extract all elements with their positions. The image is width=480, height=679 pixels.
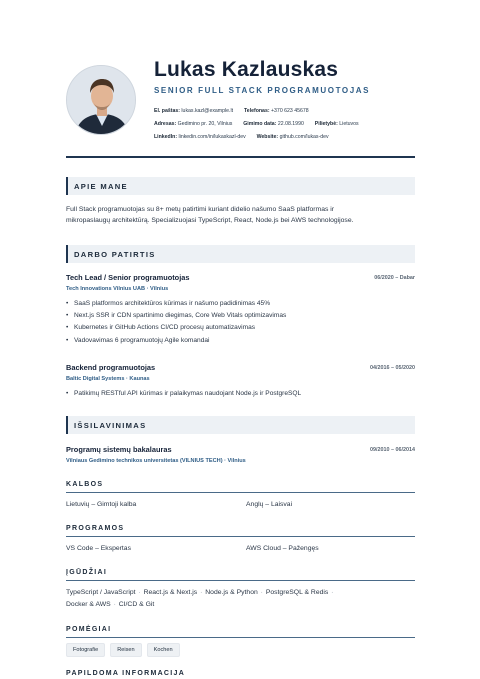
section-education-header [66, 416, 415, 434]
job-employer: Tech Innovations Vilnius UAB · Vilnius [66, 286, 169, 292]
candidate-role: SENIOR FULL STACK PROGRAMUOTOJAS [154, 86, 371, 95]
address-label: Adresas: [154, 121, 177, 127]
profile-photo [66, 65, 136, 135]
job-date: 04/2016 – 05/2020 [370, 365, 415, 371]
website-link[interactable]: github.com/lukas-dev [279, 134, 329, 140]
job-title: Tech Lead / Senior programuotojas [66, 273, 190, 282]
section-title: IŠSILAVINIMAS [74, 421, 147, 430]
list-item: VS Code – Ekspertas [66, 545, 131, 552]
skill-item: CI/CD & Git [118, 601, 155, 608]
section-hobbies-title: POMĖGIAI [66, 626, 112, 633]
linkedin-label: LinkedIn: [154, 134, 178, 140]
section-extra-title: PAPILDOMA INFORMACIJA [66, 670, 186, 677]
skills-list: TypeScript / JavaScript · React.js & Next.js · Node.js & Python · PostgreSQL & Redis · Docker & AWS · CI/CD & Git [66, 589, 334, 608]
email-value: lukas.kazl@example.lt [181, 108, 234, 114]
hobbies-tags [66, 643, 180, 657]
section-divider [66, 637, 415, 638]
contact-line-1 [154, 108, 309, 114]
contact-line-3 [154, 134, 329, 140]
hobby-tag: Reisen [110, 643, 141, 657]
website-label: Website: [256, 134, 279, 140]
skill-item: PostgreSQL & Redis [265, 589, 329, 596]
list-item: • Vadovavimas 6 programuotojų Agile komandai [66, 335, 415, 347]
section-divider [66, 580, 415, 581]
list-item: AWS Cloud – Pažengęs [246, 545, 319, 552]
list-item: Anglų – Laisvai [246, 501, 293, 508]
job-date: 06/2020 – Dabar [374, 275, 415, 281]
job-employer: Baltic Digital Systems · Kaunas [66, 376, 150, 382]
section-divider [66, 492, 415, 493]
hobby-tag: Kochen [147, 643, 180, 657]
job-bullets [66, 388, 415, 400]
section-skills-title: ĮGŪDŽIAI [66, 569, 108, 576]
address-value: Gedimino pr. 20, Vilnius [177, 121, 233, 127]
job-title: Backend programuotojas [66, 363, 156, 372]
candidate-name: Lukas Kazlauskas [154, 58, 339, 81]
list-item: • Next.js SSR ir CDN spartinimo diegimas, Core Web Vitals optimizavimas [66, 310, 415, 322]
education-date: 09/2010 – 06/2014 [370, 447, 415, 453]
contact-line-2 [154, 121, 359, 127]
degree-title: Programų sistemų bakalauras [66, 445, 172, 454]
skill-item: React.js & Next.js [143, 589, 198, 596]
list-item: • Patikimų RESTful API kūrimas ir palaikymas naudojant Node.js ir PostgreSQL [66, 388, 415, 400]
list-item: • SaaS platformos architektūros kūrimas ir našumo padidinimas 45% [66, 298, 415, 310]
section-languages-title: KALBOS [66, 481, 104, 488]
phone-label: Telefonas: [244, 108, 270, 114]
list-item: • Kubernetes ir GitHub Actions CI/CD procesų automatizavimas [66, 322, 415, 334]
about-text: Full Stack programuotojas su 8+ metų patirtimi kuriant didelio našumo SaaS platformas ir mikropaslaugų architektūrą. Specializuojasi TypeScript, React, Node.js bei AWS technologijose. [66, 206, 354, 224]
birth-value: 22.08.1990 [277, 121, 304, 127]
hobby-tag: Fotografie [66, 643, 105, 657]
citizenship-label: Pilietybė: [314, 121, 338, 127]
section-title: APIE MANE [74, 182, 128, 191]
section-experience-header [66, 245, 415, 263]
skill-item: Node.js & Python [205, 589, 258, 596]
linkedin-link[interactable]: linkedin.com/in/lukaskazl-dev [178, 134, 246, 140]
section-divider [66, 536, 415, 537]
list-item: Lietuvių – Gimtoji kalba [66, 501, 137, 508]
section-about-header [66, 177, 415, 195]
job-bullets [66, 298, 415, 347]
section-programs-title: PROGRAMOS [66, 525, 125, 532]
email-label: El. paštas: [154, 108, 180, 114]
header-divider [66, 156, 415, 158]
citizenship-value: Lietuvos [339, 121, 359, 127]
section-title: DARBO PATIRTIS [74, 250, 156, 259]
skill-item: TypeScript / JavaScript [66, 589, 136, 596]
school-name: Vilniaus Gedimino technikos universitetas (VILNIUS TECH) · Vilnius [66, 458, 246, 464]
birth-label: Gimimo data: [243, 121, 277, 127]
skill-item: Docker & AWS [66, 601, 111, 608]
phone-value: +370 623 45678 [271, 108, 309, 114]
